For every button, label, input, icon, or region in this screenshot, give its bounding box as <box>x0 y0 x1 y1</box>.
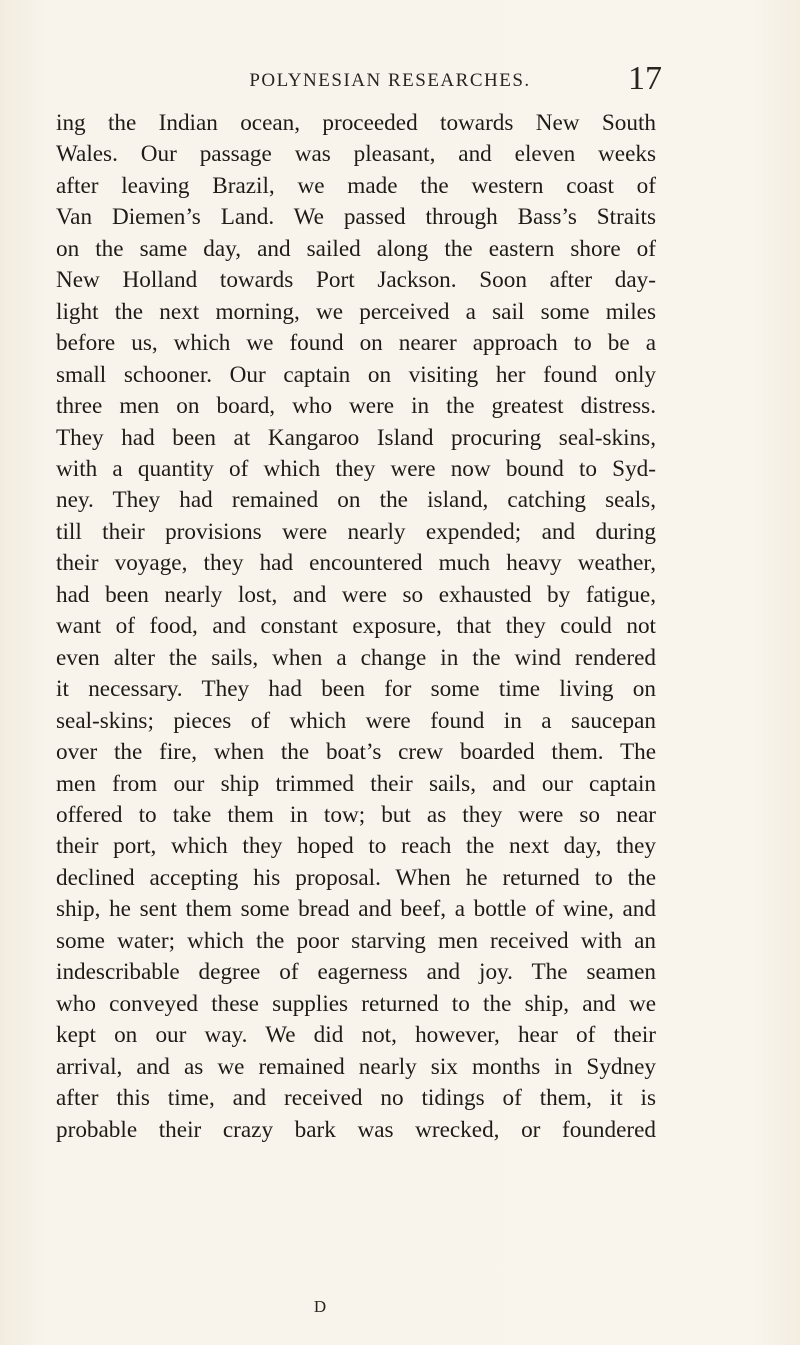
text-line: even alter the sails, when a change in the wind rendered <box>56 644 656 671</box>
text-line: some water; which the poor starving men received with an <box>56 927 656 954</box>
text-line: after leaving Brazil, we made the western coast of <box>56 172 656 199</box>
text-line: Wales. Our passage was pleasant, and eleven weeks <box>56 141 656 168</box>
text-line: probable their crazy bark was wrecked, or foundered <box>56 1116 656 1143</box>
text-line: seal-skins; pieces of which were found in a saucepan <box>56 707 656 734</box>
text-line: indescribable degree of eagerness and joy. The seamen <box>56 959 656 986</box>
text-line: men from our ship trimmed their sails, and our captain <box>56 770 656 797</box>
text-line: light the next morning, we perceived a sail some miles <box>56 298 656 325</box>
text-line: with a quantity of which they were now bound to Syd- <box>56 455 656 482</box>
text-line: declined accepting his proposal. When he returned to the <box>56 864 656 891</box>
text-line: They had been at Kangaroo Island procuring seal-skins, <box>56 424 656 451</box>
text-line: on the same day, and sailed along the eastern shore of <box>56 235 656 262</box>
text-line: kept on our way. We did not, however, hear of their <box>56 1022 656 1049</box>
body-text <box>56 108 656 1146</box>
text-line: New Holland towards Port Jackson. Soon after day- <box>56 267 656 294</box>
text-line: want of food, and constant exposure, that they could not <box>56 613 656 640</box>
text-line: ship, he sent them some bread and beef, a bottle of wine, and <box>56 896 656 923</box>
text-line: had been nearly lost, and were so exhausted by fatigue, <box>56 581 656 608</box>
text-line: ney. They had remained on the island, catching seals, <box>56 487 656 514</box>
text-line: who conveyed these supplies returned to the ship, and we <box>56 990 656 1017</box>
text-line: Van Diemen’s Land. We passed through Bass’s Straits <box>56 204 656 231</box>
text-line: offered to take them in tow; but as they were so near <box>56 801 656 828</box>
page-number: 17 <box>628 60 662 97</box>
text-line: after this time, and received no tidings of them, it is <box>56 1085 656 1112</box>
signature-mark <box>0 1297 800 1317</box>
text-line: their voyage, they had encountered much heavy weather, <box>56 550 656 577</box>
text-line: their port, which they hoped to reach the next day, they <box>56 833 656 860</box>
text-line: till their provisions were nearly expended; and during <box>56 518 656 545</box>
text-line: before us, which we found on nearer approach to be a <box>56 330 656 357</box>
text-line: arrival, and as we remained nearly six months in Sydney <box>56 1053 656 1080</box>
signature-mark-letter: D <box>313 1297 327 1316</box>
running-head: POLYNESIAN RESEARCHES. <box>249 70 531 91</box>
text-line: ing the Indian ocean, proceeded towards New South <box>56 110 656 136</box>
text-line: over the fire, when the boat’s crew boarded them. The <box>56 739 656 766</box>
text-line: small schooner. Our captain on visiting her found only <box>56 361 656 388</box>
text-line: it necessary. They had been for some time living on <box>56 676 656 703</box>
text-line: three men on board, who were in the greatest distress. <box>56 393 656 420</box>
